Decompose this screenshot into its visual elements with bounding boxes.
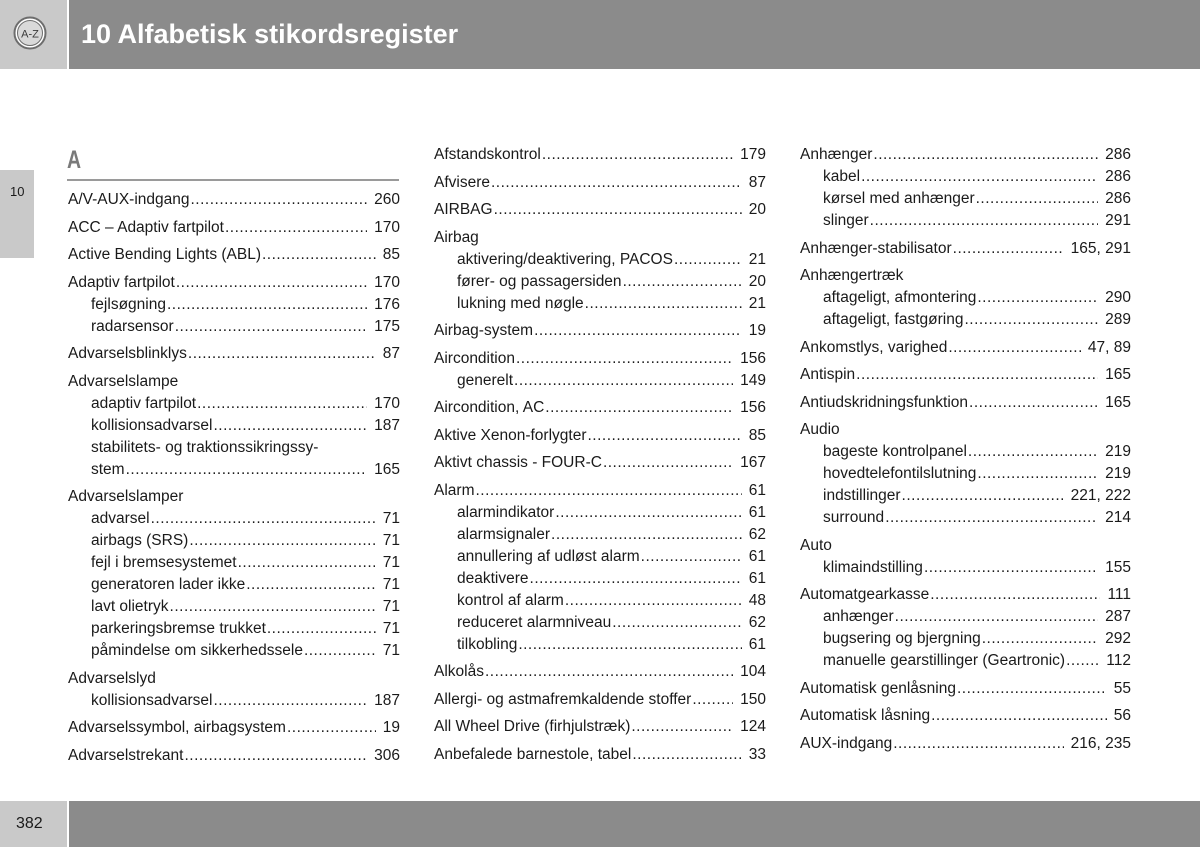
dot-leader	[494, 199, 742, 221]
entry-page-number: 150	[740, 690, 766, 708]
dot-leader	[641, 546, 742, 568]
dot-leader	[238, 552, 376, 574]
entry-page-number: 71	[382, 576, 400, 593]
dot-leader	[514, 370, 733, 392]
index-entry	[800, 364, 1131, 386]
dot-leader	[861, 166, 1098, 188]
dot-leader	[977, 287, 1098, 309]
dot-leader	[518, 634, 741, 656]
index-subentry	[68, 415, 400, 437]
index-subentry	[68, 508, 400, 530]
index-subentry	[800, 210, 1131, 232]
index-subentry	[434, 502, 766, 524]
entry-page-number: 221, 222	[1070, 487, 1131, 504]
index-entry	[434, 661, 766, 683]
entry-term: Anbefalede barnestole, tabel	[434, 745, 632, 763]
entry-term: Antiudskridningsfunktion	[800, 393, 969, 411]
dot-leader	[902, 485, 1064, 507]
entry-term: Airbag-system	[434, 322, 534, 339]
entry-term: bugsering og bjergning	[823, 630, 981, 647]
entry-term: Afvisere	[434, 173, 490, 191]
entry-term: kollisionsadvarsel	[91, 416, 213, 434]
entry-page-number: 61	[748, 481, 766, 499]
dot-leader	[551, 524, 742, 546]
entry-page-number: 287	[1105, 608, 1131, 625]
entry-term: advarsel	[91, 510, 150, 527]
entry-term: aftageligt, fastgøring	[823, 311, 964, 328]
dot-leader	[870, 210, 1098, 232]
dot-leader	[953, 238, 1064, 260]
entry-page-number: 71	[382, 642, 400, 659]
entry-term: klimaindstilling	[823, 558, 923, 576]
dot-leader	[585, 293, 742, 315]
entry-term: aktivering/deaktivering, PACOS	[457, 250, 673, 268]
index-entry	[800, 392, 1131, 414]
dot-leader	[516, 348, 733, 370]
dot-leader	[170, 596, 376, 618]
entry-page-number: 170	[374, 273, 400, 291]
entry-term: Automatisk låsning	[800, 707, 931, 724]
index-subentry	[434, 249, 766, 271]
index-entry	[434, 397, 766, 419]
entry-page-number: 124	[740, 718, 766, 735]
entry-page-number: 71	[382, 598, 400, 615]
a-z-icon-text: A-Z	[21, 28, 39, 41]
entry-page-number: 19	[748, 322, 766, 339]
index-subentry	[434, 568, 766, 590]
entry-term: kørsel med anhænger	[823, 190, 975, 207]
entry-term: airbags (SRS)	[91, 532, 189, 549]
entry-term: stem	[91, 460, 125, 478]
entry-page-number: 71	[382, 510, 400, 527]
index-heading: Audio	[800, 421, 840, 438]
index-heading: Advarselslyd	[68, 669, 156, 687]
entry-page-number: 48	[748, 591, 766, 609]
entry-page-number: 111	[1107, 586, 1131, 603]
entry-page-number: 165	[1105, 366, 1131, 383]
entry-page-number: 291	[1105, 212, 1131, 229]
entry-term: adaptiv fartpilot	[91, 394, 197, 412]
entry-page-number: 170	[374, 394, 400, 412]
entry-page-number: 176	[374, 295, 400, 313]
entry-page-number: 20	[748, 201, 766, 218]
dot-leader	[969, 392, 1098, 414]
entry-page-number: 71	[382, 554, 400, 571]
entry-term: Active Bending Lights (ABL)	[68, 246, 261, 263]
entry-term: bageste kontrolpanel	[823, 443, 967, 460]
index-heading: Anhængertræk	[800, 267, 904, 284]
entry-term: lukning med nøgle	[457, 294, 584, 312]
index-subentry	[800, 188, 1131, 210]
index-entry	[68, 343, 400, 365]
index-entry	[800, 584, 1131, 606]
index-subentry	[434, 546, 766, 568]
entry-page-number: 62	[748, 613, 766, 631]
entry-page-number: 87	[382, 345, 400, 362]
entry-term: Antispin	[800, 366, 856, 383]
index-subentry	[68, 640, 400, 662]
entry-page-number: 71	[382, 620, 400, 637]
entry-page-number: 56	[1113, 707, 1131, 724]
entry-term: kollisionsadvarsel	[91, 691, 213, 709]
dot-leader	[126, 459, 368, 481]
dot-leader	[267, 618, 376, 640]
entry-term: tilkobling	[457, 635, 518, 653]
index-entry	[68, 745, 400, 767]
entry-term: ACC – Adaptiv fartpilot	[68, 218, 224, 236]
entry-page-number: 112	[1106, 652, 1131, 669]
entry-page-number: 165	[1105, 393, 1131, 411]
index-subentry	[68, 618, 400, 640]
index-column-2	[434, 144, 766, 766]
index-entry	[800, 733, 1131, 755]
entry-page-number: 165, 291	[1070, 239, 1131, 257]
entry-term: Aktivt chassis - FOUR-C	[434, 454, 602, 471]
entry-page-number: 306	[374, 746, 400, 764]
dot-leader	[588, 425, 742, 447]
entry-term: Alarm	[434, 481, 475, 499]
entry-page-number: 165	[374, 460, 400, 478]
entry-term: alarmindikator	[457, 503, 555, 521]
index-subentry: stabilitets- og traktionssikringssy-	[91, 438, 319, 456]
index-entry	[434, 744, 766, 766]
entry-page-number: 289	[1105, 311, 1131, 328]
entry-term: Aircondition, AC	[434, 399, 545, 416]
entry-page-number: 214	[1105, 509, 1131, 526]
index-subentry	[68, 393, 400, 415]
entry-page-number: 62	[748, 525, 766, 543]
index-entry	[434, 716, 766, 738]
index-heading: Advarselslamper	[68, 488, 184, 505]
dot-leader	[175, 316, 367, 338]
entry-page-number: 61	[748, 547, 766, 565]
entry-term: alarmsignaler	[457, 525, 551, 543]
index-subentry	[800, 507, 1131, 529]
entry-term: Allergi- og astmafremkaldende stoffer	[434, 690, 692, 708]
dot-leader	[555, 502, 741, 524]
dot-leader	[530, 568, 742, 590]
entry-term: manuelle gearstillinger (Geartronic)	[823, 652, 1066, 669]
a-z-index-icon	[13, 16, 47, 50]
dot-leader	[534, 320, 742, 342]
index-subentry	[68, 690, 400, 712]
dot-leader	[977, 463, 1098, 485]
dot-leader	[968, 441, 1098, 463]
entry-term: generelt	[457, 371, 514, 389]
index-subentry	[800, 557, 1131, 579]
section-letter: A	[67, 146, 82, 174]
entry-page-number: 61	[748, 635, 766, 653]
dot-leader	[167, 294, 367, 316]
entry-term: Adaptiv fartpilot	[68, 273, 175, 291]
index-subentry	[800, 441, 1131, 463]
dot-leader	[982, 628, 1098, 650]
index-entry	[800, 144, 1131, 166]
entry-page-number: 187	[374, 416, 400, 434]
entry-term: anhænger	[823, 608, 894, 625]
entry-term: slinger	[823, 212, 869, 229]
header-icon-box	[0, 0, 67, 69]
index-subentry	[68, 596, 400, 618]
entry-term: lavt olietryk	[91, 598, 169, 615]
entry-term: fejlsøgning	[91, 295, 166, 313]
index-entry	[68, 717, 400, 739]
index-subentry	[800, 485, 1131, 507]
entry-page-number: 155	[1105, 558, 1131, 576]
entry-page-number: 167	[740, 454, 766, 471]
dot-leader	[885, 507, 1098, 529]
dot-leader	[976, 188, 1099, 210]
dot-leader	[623, 271, 742, 293]
entry-term: hovedtelefontilslutning	[823, 465, 977, 482]
index-entry	[434, 348, 766, 370]
entry-term: Automatgearkasse	[800, 586, 930, 603]
index-subentry	[434, 612, 766, 634]
entry-page-number: 219	[1105, 465, 1131, 482]
entry-page-number: 20	[748, 272, 766, 290]
chapter-title: 10 Alfabetisk stikordsregister	[81, 19, 459, 49]
entry-page-number: 179	[740, 146, 766, 163]
entry-page-number: 61	[748, 569, 766, 587]
index-subentry	[68, 316, 400, 338]
index-entry	[434, 425, 766, 447]
dot-leader	[674, 249, 742, 271]
entry-term: kontrol af alarm	[457, 591, 564, 609]
dot-leader	[475, 480, 741, 502]
dot-leader	[631, 716, 733, 738]
entry-term: surround	[823, 509, 885, 526]
entry-term: Alkolås	[434, 663, 484, 680]
index-subentry	[434, 271, 766, 293]
chapter-tab-number: 10	[10, 184, 25, 199]
entry-term: kabel	[823, 168, 861, 185]
dot-leader	[151, 508, 376, 530]
entry-term: annullering af udløst alarm	[457, 547, 640, 565]
index-subentry	[68, 459, 400, 481]
entry-term: deaktivere	[457, 569, 529, 587]
entry-page-number: 286	[1105, 190, 1131, 207]
index-entry	[434, 452, 766, 474]
dot-leader	[246, 574, 376, 596]
entry-term: Aktive Xenon-forlygter	[434, 426, 587, 444]
entry-term: radarsensor	[91, 317, 174, 335]
dot-leader	[213, 415, 367, 437]
entry-page-number: 286	[1105, 168, 1131, 185]
entry-term: Advarselssymbol, airbagsystem	[68, 719, 286, 736]
entry-page-number: 290	[1105, 289, 1131, 306]
index-subentry	[434, 370, 766, 392]
entry-page-number: 292	[1105, 630, 1131, 647]
dot-leader	[603, 452, 733, 474]
entry-page-number: 55	[1113, 679, 1131, 697]
entry-term: All Wheel Drive (firhjulstræk)	[434, 718, 631, 735]
dot-leader	[304, 640, 376, 662]
entry-page-number: 71	[382, 532, 400, 549]
index-subentry	[68, 574, 400, 596]
entry-page-number: 87	[748, 173, 766, 191]
dot-leader	[873, 144, 1098, 166]
entry-term: reduceret alarmniveau	[457, 613, 612, 631]
entry-page-number: 61	[748, 503, 766, 521]
dot-leader	[191, 189, 368, 211]
dot-leader	[485, 661, 733, 683]
dot-leader	[893, 733, 1063, 755]
entry-page-number: 85	[748, 426, 766, 444]
index-subentry	[68, 530, 400, 552]
dot-leader	[213, 690, 367, 712]
dot-leader	[184, 745, 367, 767]
index-column-1	[68, 189, 400, 767]
entry-page-number: 219	[1105, 443, 1131, 460]
index-entry	[800, 678, 1131, 700]
index-subentry	[434, 590, 766, 612]
index-subentry	[434, 293, 766, 315]
entry-term: generatoren lader ikke	[91, 576, 246, 593]
entry-page-number: 170	[374, 218, 400, 236]
index-subentry	[800, 463, 1131, 485]
entry-term: indstillinger	[823, 487, 901, 504]
dot-leader	[895, 606, 1098, 628]
entry-page-number: 33	[748, 745, 766, 763]
dot-leader	[491, 172, 742, 194]
entry-term: fører- og passagersiden	[457, 272, 622, 290]
index-heading: Auto	[800, 536, 832, 554]
entry-page-number: 260	[374, 191, 400, 208]
dot-leader	[225, 217, 367, 239]
index-subentry	[800, 287, 1131, 309]
entry-term: Afstandskontrol	[434, 146, 541, 163]
entry-page-number: 156	[740, 349, 766, 367]
dot-leader	[542, 144, 733, 166]
index-subentry	[800, 166, 1131, 188]
entry-term: Ankomstlys, varighed	[800, 338, 948, 356]
index-subentry	[800, 628, 1131, 650]
entry-page-number: 187	[374, 691, 400, 709]
dot-leader	[930, 584, 1100, 606]
entry-term: Anhænger	[800, 146, 873, 163]
index-entry	[434, 172, 766, 194]
entry-term: Anhænger-stabilisator	[800, 239, 952, 257]
index-entry	[434, 689, 766, 711]
entry-term: påmindelse om sikkerhedssele	[91, 642, 303, 659]
entry-page-number: 149	[740, 371, 766, 389]
entry-page-number: 85	[382, 246, 400, 263]
index-subentry	[800, 309, 1131, 331]
dot-leader	[957, 678, 1107, 700]
dot-leader	[188, 343, 376, 365]
entry-term: fejl i bremsesystemet	[91, 554, 237, 571]
entry-term: Advarselsblinklys	[68, 345, 187, 362]
entry-term: Advarselstrekant	[68, 746, 184, 764]
dot-leader	[856, 364, 1098, 386]
index-entry	[434, 199, 766, 221]
index-subentry	[68, 294, 400, 316]
entry-term: parkeringsbremse trukket	[91, 620, 266, 637]
entry-page-number: 216, 235	[1070, 734, 1131, 752]
index-entry	[68, 244, 400, 266]
dot-leader	[176, 272, 367, 294]
index-entry	[800, 337, 1131, 359]
dot-leader	[931, 705, 1107, 727]
entry-term: AUX-indgang	[800, 734, 893, 752]
dot-leader	[692, 689, 733, 711]
index-entry	[68, 189, 400, 211]
entry-term: Aircondition	[434, 349, 515, 367]
dot-leader	[189, 530, 375, 552]
dot-leader	[197, 393, 367, 415]
index-entry	[800, 238, 1131, 260]
footer-bar	[69, 801, 1200, 847]
entry-term: Automatisk genlåsning	[800, 679, 956, 697]
entry-page-number: 175	[374, 317, 400, 335]
entry-page-number: 156	[740, 399, 766, 416]
entry-page-number: 21	[748, 294, 766, 312]
index-heading: Airbag	[434, 228, 479, 246]
index-subentry	[800, 650, 1131, 672]
entry-page-number: 19	[382, 719, 400, 736]
dot-leader	[1066, 650, 1099, 672]
index-entry	[800, 705, 1131, 727]
index-subentry	[434, 524, 766, 546]
entry-term: A/V-AUX-indgang	[68, 191, 190, 208]
entry-page-number: 21	[748, 250, 766, 268]
dot-leader	[262, 244, 376, 266]
index-entry	[434, 320, 766, 342]
index-entry	[434, 480, 766, 502]
index-heading: Advarselslampe	[68, 372, 179, 390]
entry-page-number: 47, 89	[1087, 338, 1131, 356]
index-entry	[434, 144, 766, 166]
index-entry	[68, 217, 400, 239]
entry-term: aftageligt, afmontering	[823, 289, 977, 306]
entry-page-number: 286	[1105, 146, 1131, 163]
index-entry	[68, 272, 400, 294]
dot-leader	[612, 612, 742, 634]
dot-leader	[924, 557, 1098, 579]
index-subentry	[68, 552, 400, 574]
entry-page-number: 104	[740, 663, 766, 680]
index-column-3	[800, 144, 1131, 755]
page-number: 382	[16, 815, 43, 832]
dot-leader	[545, 397, 733, 419]
dot-leader	[948, 337, 1081, 359]
section-divider	[67, 179, 399, 181]
entry-term: AIRBAG	[434, 201, 493, 218]
dot-leader	[632, 744, 741, 766]
dot-leader	[287, 717, 376, 739]
index-subentry	[800, 606, 1131, 628]
dot-leader	[964, 309, 1098, 331]
dot-leader	[565, 590, 742, 612]
index-subentry	[434, 634, 766, 656]
